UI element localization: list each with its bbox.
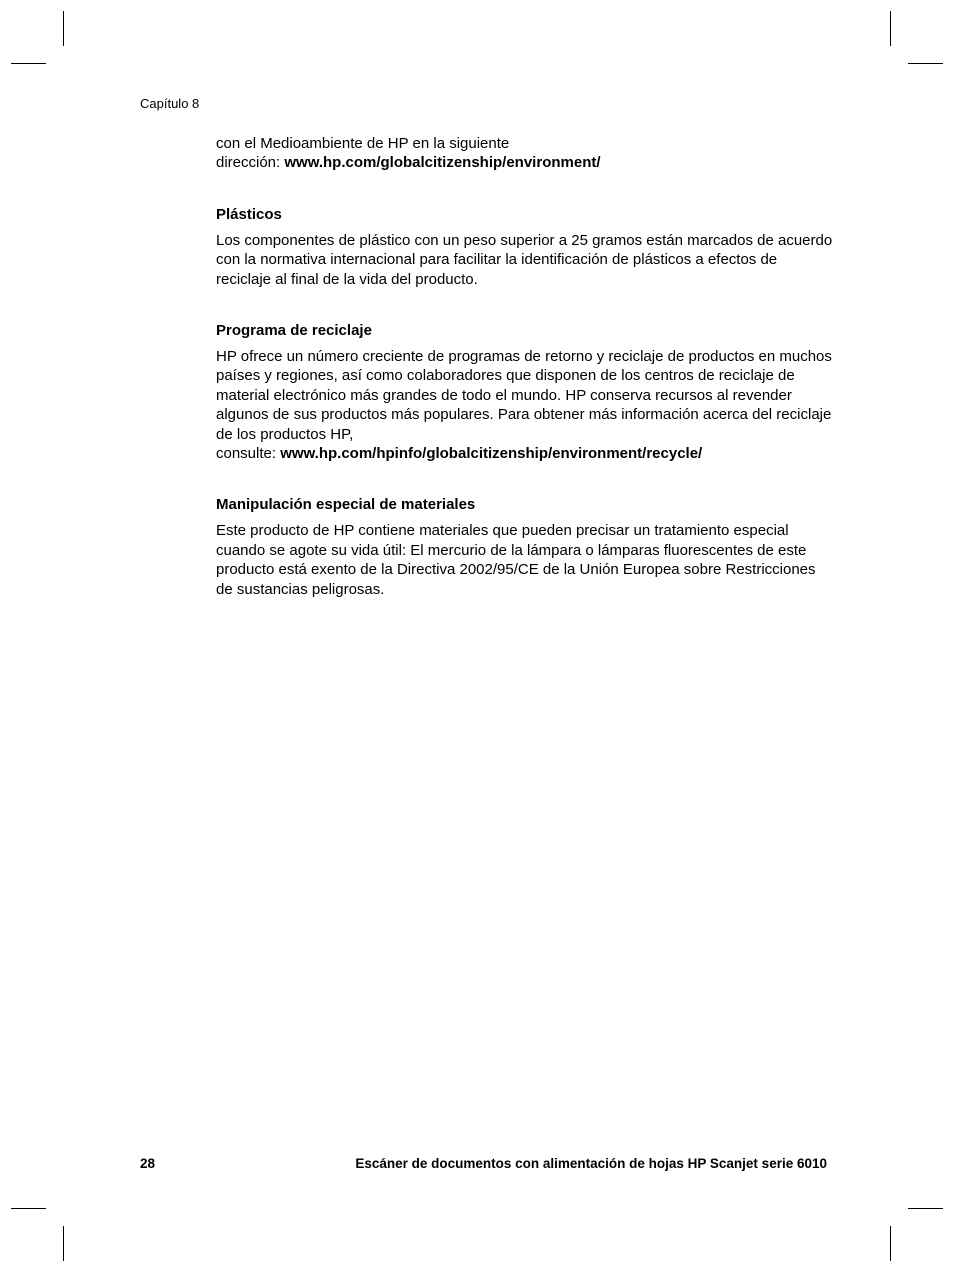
intro-paragraph — [216, 134, 836, 173]
recycle-link-prefix: consulte: — [216, 445, 281, 463]
page-number: 28 — [140, 1156, 156, 1171]
environment-url: www.hp.com/globalcitizenship/environment/ — [284, 154, 601, 172]
crop-mark-bottom-left-horizontal — [11, 1208, 46, 1209]
section-heading-plasticos: Plásticos — [216, 205, 282, 223]
crop-mark-bottom-right-horizontal — [908, 1208, 943, 1209]
crop-mark-bottom-right-vertical — [890, 1226, 891, 1261]
document-title: Escáner de documentos con alimentación de hojas HP Scanjet serie 6010 — [355, 1156, 827, 1171]
intro-line-1: con el Medioambiente de HP en la siguiente — [216, 135, 510, 152]
section-body-programa-reciclaje-text: HP ofrece un número creciente de programas de retorno y reciclaje de productos en muchos países y regiones, así como colaboradores que disponen de los centros de reciclaje de material electrónico más grandes de todo el mundo. HP conserva recursos al revender algunos de sus productos más populares. Para obtener más información acerca del reciclaje de los productos HP, — [216, 348, 832, 443]
section-body-plasticos: Los componentes de plástico con un peso superior a 25 gramos están marcados de acuerdo con la normativa internacional para facilitar la identificación de plásticos a efectos de reciclaje al final de la vida del producto. — [216, 231, 833, 288]
intro-line-2-prefix: dirección: — [216, 154, 285, 172]
section-heading-manipulacion: Manipulación especial de materiales — [216, 496, 476, 514]
section-body-manipulacion: Este producto de HP contiene materiales que pueden precisar un tratamiento especial cuando se agote su vida útil: El mercurio de la lámpara o lámparas fluorescentes de este producto está exento de la Directiva 2002/95/CE de la Unión Europea sobre Restricciones de sustancias peligrosas. — [216, 522, 816, 598]
crop-mark-top-left-horizontal — [11, 63, 46, 64]
crop-mark-top-right-vertical — [890, 11, 891, 46]
recycle-url: www.hp.com/hpinfo/globalcitizenship/environment/recycle/ — [280, 445, 703, 463]
section-body-programa-reciclaje — [216, 347, 836, 463]
crop-mark-bottom-left-vertical — [63, 1226, 64, 1261]
crop-mark-top-left-vertical — [63, 11, 64, 46]
crop-mark-top-right-horizontal — [908, 63, 943, 64]
chapter-header: Capítulo 8 — [140, 96, 200, 111]
section-heading-programa-reciclaje: Programa de reciclaje — [216, 322, 372, 340]
page-content — [216, 134, 836, 599]
